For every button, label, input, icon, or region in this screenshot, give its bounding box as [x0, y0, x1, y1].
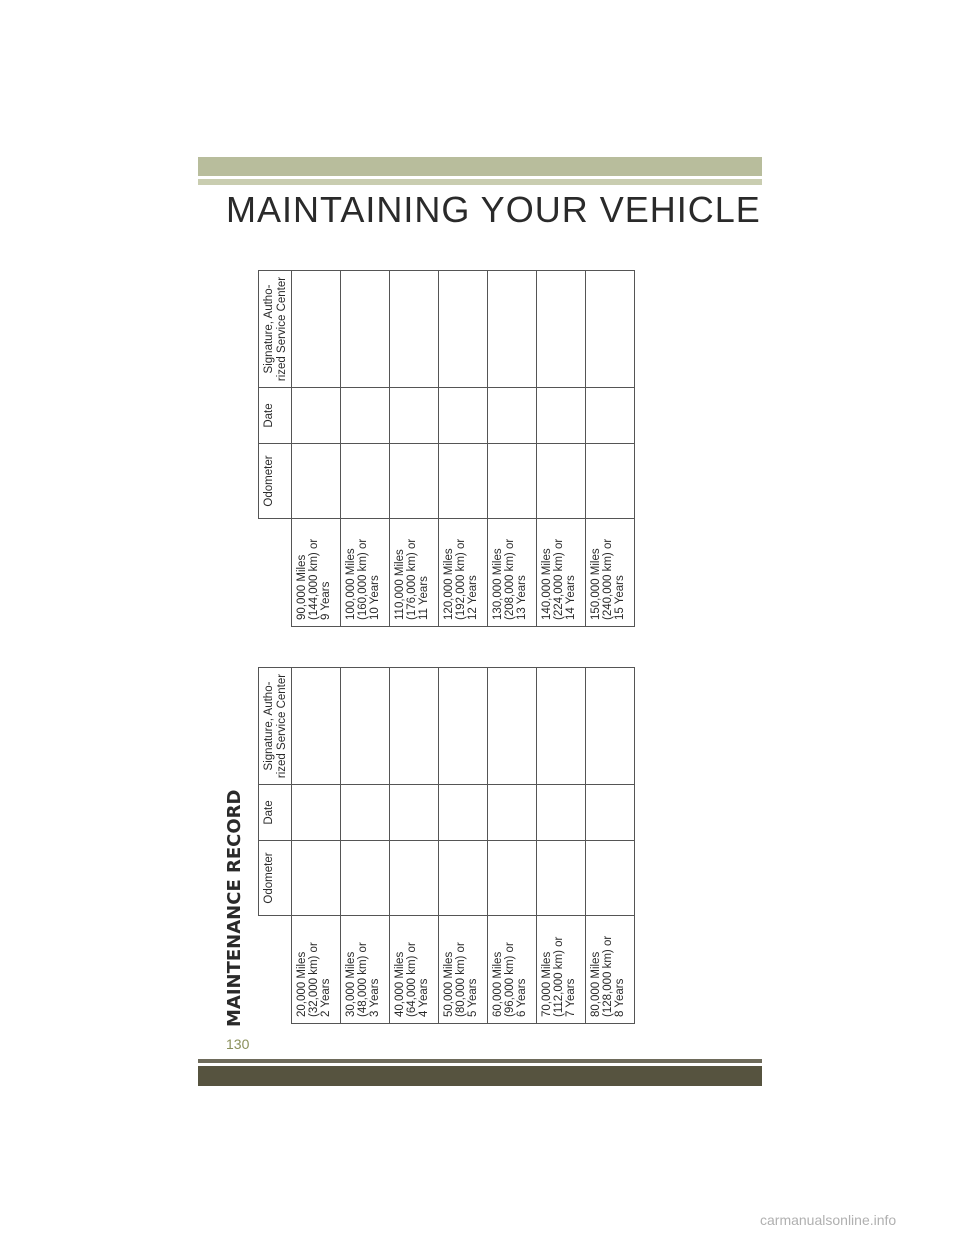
signature-cell[interactable]	[390, 668, 439, 785]
table-row	[488, 271, 537, 627]
date-cell[interactable]	[341, 388, 390, 444]
date-cell[interactable]	[488, 388, 537, 444]
date-cell[interactable]	[390, 388, 439, 444]
signature-cell[interactable]	[537, 271, 586, 388]
watermark: carmanualsonline.info	[760, 1212, 897, 1228]
table-row	[586, 668, 635, 1024]
date-cell[interactable]	[586, 785, 635, 841]
odometer-cell[interactable]	[390, 444, 439, 519]
table-row	[292, 271, 341, 627]
table-row	[341, 668, 390, 1024]
signature-cell[interactable]	[341, 668, 390, 785]
column-header-odometer: Odometer	[259, 841, 292, 916]
table-row	[537, 271, 586, 627]
maintenance-table-left	[258, 668, 635, 1024]
interval-cell: 20,000 Miles (32,000 km) or 2 Years	[292, 916, 341, 1024]
signature-cell[interactable]	[390, 271, 439, 388]
interval-cell: 40,000 Miles (64,000 km) or 4 Years	[390, 916, 439, 1024]
interval-cell: 140,000 Miles (224,000 km) or 14 Years	[537, 519, 586, 627]
table-row	[488, 668, 537, 1024]
footer-rule	[198, 1059, 762, 1063]
table-row	[537, 668, 586, 1024]
odometer-cell[interactable]	[488, 841, 537, 916]
section-heading: MAINTENANCE RECORD	[224, 789, 245, 1027]
date-cell[interactable]	[537, 388, 586, 444]
odometer-cell[interactable]	[341, 444, 390, 519]
page-number: 130	[226, 1036, 250, 1052]
odometer-cell[interactable]	[439, 841, 488, 916]
odometer-cell[interactable]	[586, 444, 635, 519]
odometer-cell[interactable]	[586, 841, 635, 916]
odometer-cell[interactable]	[390, 841, 439, 916]
signature-cell[interactable]	[439, 271, 488, 388]
signature-cell[interactable]	[537, 668, 586, 785]
odometer-cell[interactable]	[292, 444, 341, 519]
date-cell[interactable]	[488, 785, 537, 841]
signature-cell[interactable]	[292, 271, 341, 388]
table-row	[341, 271, 390, 627]
table-row	[439, 271, 488, 627]
column-header-interval	[259, 519, 292, 627]
date-cell[interactable]	[537, 785, 586, 841]
interval-cell: 100,000 Miles (160,000 km) or 10 Years	[341, 519, 390, 627]
maintenance-table-right	[258, 271, 635, 627]
date-cell[interactable]	[292, 388, 341, 444]
table-row	[586, 271, 635, 627]
signature-cell[interactable]	[292, 668, 341, 785]
interval-cell: 110,000 Miles (176,000 km) or 11 Years	[390, 519, 439, 627]
page-title: MAINTAINING YOUR VEHICLE	[226, 189, 761, 230]
column-header-date: Date	[259, 388, 292, 444]
signature-cell[interactable]	[488, 271, 537, 388]
date-cell[interactable]	[292, 785, 341, 841]
date-cell[interactable]	[439, 388, 488, 444]
interval-cell: 150,000 Miles (240,000 km) or 15 Years	[586, 519, 635, 627]
header-rule	[198, 179, 762, 185]
column-header-odometer: Odometer	[259, 444, 292, 519]
table-row	[390, 668, 439, 1024]
interval-cell: 50,000 Miles (80,000 km) or 5 Years	[439, 916, 488, 1024]
date-cell[interactable]	[341, 785, 390, 841]
signature-cell[interactable]	[586, 668, 635, 785]
column-header-signature: Signature, Autho- rized Service Center	[259, 668, 292, 785]
interval-cell: 30,000 Miles (48,000 km) or 3 Years	[341, 916, 390, 1024]
interval-cell: 90,000 Miles (144,000 km) or 9 Years	[292, 519, 341, 627]
odometer-cell[interactable]	[488, 444, 537, 519]
interval-cell: 120,000 Miles (192,000 km) or 12 Years	[439, 519, 488, 627]
table-row	[390, 271, 439, 627]
header-band	[198, 157, 762, 176]
column-header-signature: Signature, Autho- rized Service Center	[259, 271, 292, 388]
interval-cell: 70,000 Miles (112,000 km) or 7 Years	[537, 916, 586, 1024]
signature-cell[interactable]	[439, 668, 488, 785]
interval-cell: 80,000 Miles (128,000 km) or 8 Years	[586, 916, 635, 1024]
interval-cell: 130,000 Miles (208,000 km) or 13 Years	[488, 519, 537, 627]
date-cell[interactable]	[390, 785, 439, 841]
footer-band	[198, 1066, 762, 1086]
date-cell[interactable]	[439, 785, 488, 841]
odometer-cell[interactable]	[341, 841, 390, 916]
table-row	[292, 668, 341, 1024]
signature-cell[interactable]	[488, 668, 537, 785]
signature-cell[interactable]	[341, 271, 390, 388]
odometer-cell[interactable]	[537, 444, 586, 519]
table-row	[439, 668, 488, 1024]
date-cell[interactable]	[586, 388, 635, 444]
column-header-interval	[259, 916, 292, 1024]
odometer-cell[interactable]	[439, 444, 488, 519]
odometer-cell[interactable]	[537, 841, 586, 916]
odometer-cell[interactable]	[292, 841, 341, 916]
signature-cell[interactable]	[586, 271, 635, 388]
interval-cell: 60,000 Miles (96,000 km) or 6 Years	[488, 916, 537, 1024]
column-header-date: Date	[259, 785, 292, 841]
